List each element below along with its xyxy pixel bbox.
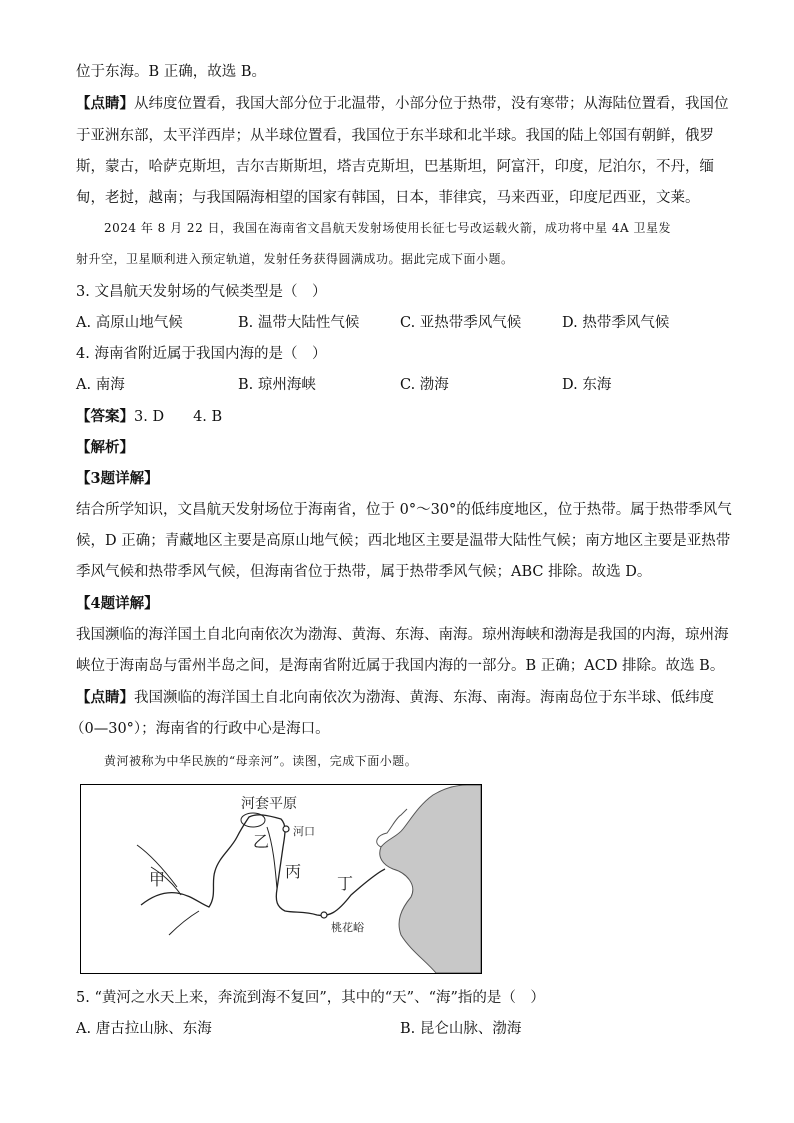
- section-tag: 【点睛】: [76, 689, 134, 706]
- text-line: 我国濒临的海洋国土自北向南依次为渤海、黄海、东海、南海。琼州海峡和渤海是我国的内海，琼州海: [76, 627, 729, 643]
- section-tag: 【点睛】: [76, 95, 134, 112]
- analysis-tag: 【解析】: [76, 439, 134, 456]
- question-5: 5. “黄河之水天上来，奔流到海不复回”，其中的“天”、“海”指的是（ ）: [76, 990, 545, 1006]
- text-line: 候，D 正确；青藏地区主要是高原山地气候；西北地区主要是温带大陆性气候；南方地区主要是亚热带: [76, 533, 731, 549]
- option-a: A. 唐古拉山脉、东海: [76, 1021, 212, 1037]
- text-span: 从纬度位置看，我国大部分位于北温带，小部分位于热带，没有寒带；从海陆位置看，我国位: [134, 96, 729, 112]
- option-c: C. 渤海: [400, 377, 449, 393]
- option-d: D. 东海: [562, 377, 612, 393]
- region-ding-label: 丁: [337, 874, 354, 893]
- text-line: 斯，蒙古，哈萨克斯坦，吉尔吉斯斯坦，塔吉克斯坦，巴基斯坦，阿富汗，印度，尼泊尔，不丹，缅: [76, 159, 714, 175]
- hekou-label: 河口: [293, 825, 315, 838]
- text-line: [76, 688, 714, 708]
- text-line: 结合所学知识，文昌航天发射场位于海南省，位于 0°～30°的低纬度地区，位于热带。属于热带季风气: [76, 502, 732, 518]
- region-jia-label: 甲: [149, 870, 166, 889]
- text-line: 2024 年 8 月 22 日，我国在海南省文昌航天发射场使用长征七号改运载火箭，成功将中星 4A 卫星发: [104, 221, 671, 235]
- detail-3-tag: 【3题详解】: [76, 470, 159, 487]
- hetao-plain-label: 河套平原: [241, 796, 297, 812]
- option-b: B. 昆仑山脉、渤海: [400, 1021, 522, 1037]
- answer-text: 3. D 4. B: [134, 409, 223, 425]
- option-d: D. 热带季风气候: [562, 315, 670, 331]
- option-a: A. 南海: [76, 377, 125, 393]
- text-line: 射升空，卫星顺利进入预定轨道，发射任务获得圆满成功。据此完成下面小题。: [76, 252, 514, 266]
- answer-tag: 【答案】: [76, 408, 134, 425]
- sea-area: [380, 785, 481, 973]
- option-b: B. 温带大陆性气候: [238, 315, 360, 331]
- answer-line: [76, 407, 222, 427]
- text-line: 位于东海。B 正确，故选 B。: [76, 64, 267, 80]
- question-4: 4. 海南省附近属于我国内海的是（ ）: [76, 346, 327, 362]
- text-line: 季风气候和热带季风气候，但海南省位于热带，属于热带季风气候；ABC 排除。故选 D。: [76, 564, 652, 580]
- text-line: 于亚洲东部，太平洋西岸；从半球位置看，我国位于东半球和北半球。我国的陆上邻国有朝鲜，俄罗: [76, 128, 714, 144]
- region-bing-label: 丙: [285, 862, 302, 881]
- option-b: B. 琼州海峡: [238, 377, 316, 393]
- hekou-point: [283, 826, 289, 832]
- taohuayu-label: 桃花峪: [331, 921, 364, 934]
- text-line: 黄河被称为中华民族的“母亲河”。读图，完成下面小题。: [104, 754, 418, 768]
- text-line: 峡位于海南岛与雷州半岛之间，是海南省附近属于我国内海的一部分。B 正确；ACD 排除。故选 B。: [76, 658, 725, 674]
- text-span: 我国濒临的海洋国土自北向南依次为渤海、黄海、东海、南海。海南岛位于东半球、低纬度: [134, 690, 714, 706]
- yellow-river-map: [80, 784, 482, 974]
- region-yi-label: 乙: [253, 832, 270, 851]
- text-line: 甸，老挝，越南；与我国隔海相望的国家有韩国，日本，菲律宾，马来西亚，印度尼西亚，文莱。: [76, 190, 700, 206]
- tributary: [169, 911, 199, 935]
- text-line: （0—30°）；海南省的行政中心是海口。: [70, 721, 330, 737]
- option-c: C. 亚热带季风气候: [400, 315, 522, 331]
- detail-4-tag: 【4题详解】: [76, 595, 159, 612]
- taohuayu-point: [321, 912, 327, 918]
- text-line: [76, 94, 729, 114]
- option-a: A. 高原山地气候: [76, 315, 183, 331]
- question-3: 3. 文昌航天发射场的气候类型是（ ）: [76, 284, 327, 300]
